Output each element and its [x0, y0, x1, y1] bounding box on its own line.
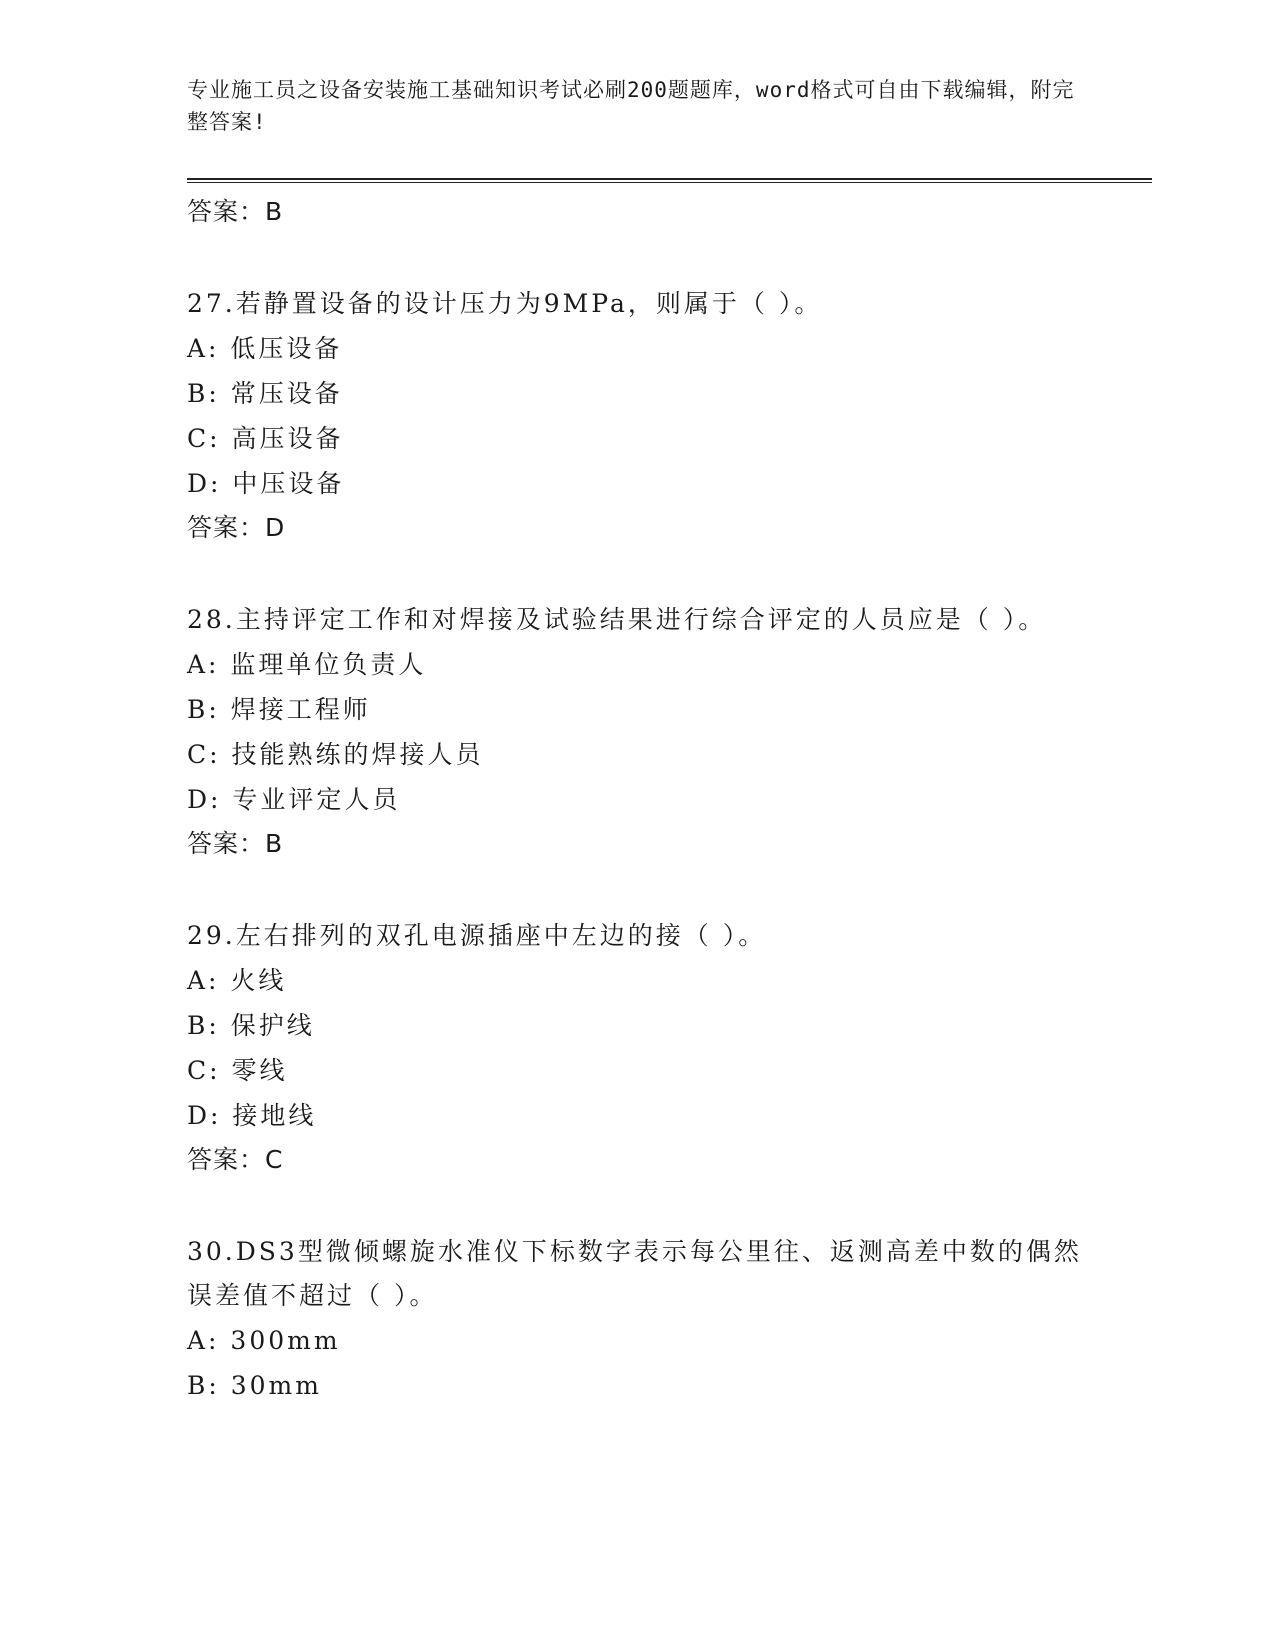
option-d: D: 专业评定人员 — [187, 785, 401, 814]
answer-line: 答案：B — [187, 829, 284, 858]
question-stem: 30.DS3型微倾螺旋水准仪下标数字表示每公里往、返测高差中数的偶然误差值不超过（ ）。 — [187, 1237, 1082, 1310]
option-b: B: 常压设备 — [187, 379, 343, 408]
option-d: D: 中压设备 — [187, 469, 345, 498]
question-stem: 27.若静置设备的设计压力为9MPa，则属于（ ）。 — [187, 289, 823, 318]
answer-line: 答案：C — [187, 1145, 284, 1174]
option-d: D: 接地线 — [187, 1101, 317, 1130]
option-a: A: 火线 — [187, 966, 287, 995]
question-stem: 29.左右排列的双孔电源插座中左边的接（ ）。 — [187, 921, 767, 950]
option-c: C: 零线 — [187, 1056, 288, 1085]
option-a: A: 监理单位负责人 — [187, 650, 427, 679]
option-a: A: 低压设备 — [187, 334, 343, 363]
question-block — [187, 598, 1087, 866]
question-stem: 28.主持评定工作和对焊接及试验结果进行综合评定的人员应是（ ）。 — [187, 605, 1047, 634]
question-list — [187, 190, 1087, 1408]
question-block — [187, 1230, 1087, 1408]
question-block — [187, 282, 1087, 550]
answer-line: 答案：D — [187, 513, 286, 542]
question-block — [187, 914, 1087, 1182]
document-header: 专业施工员之设备安装施工基础知识考试必刷200题题库，word格式可自由下载编辑，附完整答案! — [187, 78, 1075, 134]
answer-line: 答案：B — [187, 197, 284, 226]
option-c: C: 技能熟练的焊接人员 — [187, 740, 484, 769]
option-c: C: 高压设备 — [187, 424, 344, 453]
option-a: A: 300mm — [187, 1326, 341, 1355]
option-b: B: 30mm — [187, 1371, 322, 1400]
option-b: B: 焊接工程师 — [187, 695, 371, 724]
option-b: B: 保护线 — [187, 1011, 315, 1040]
header-divider — [187, 178, 1152, 183]
